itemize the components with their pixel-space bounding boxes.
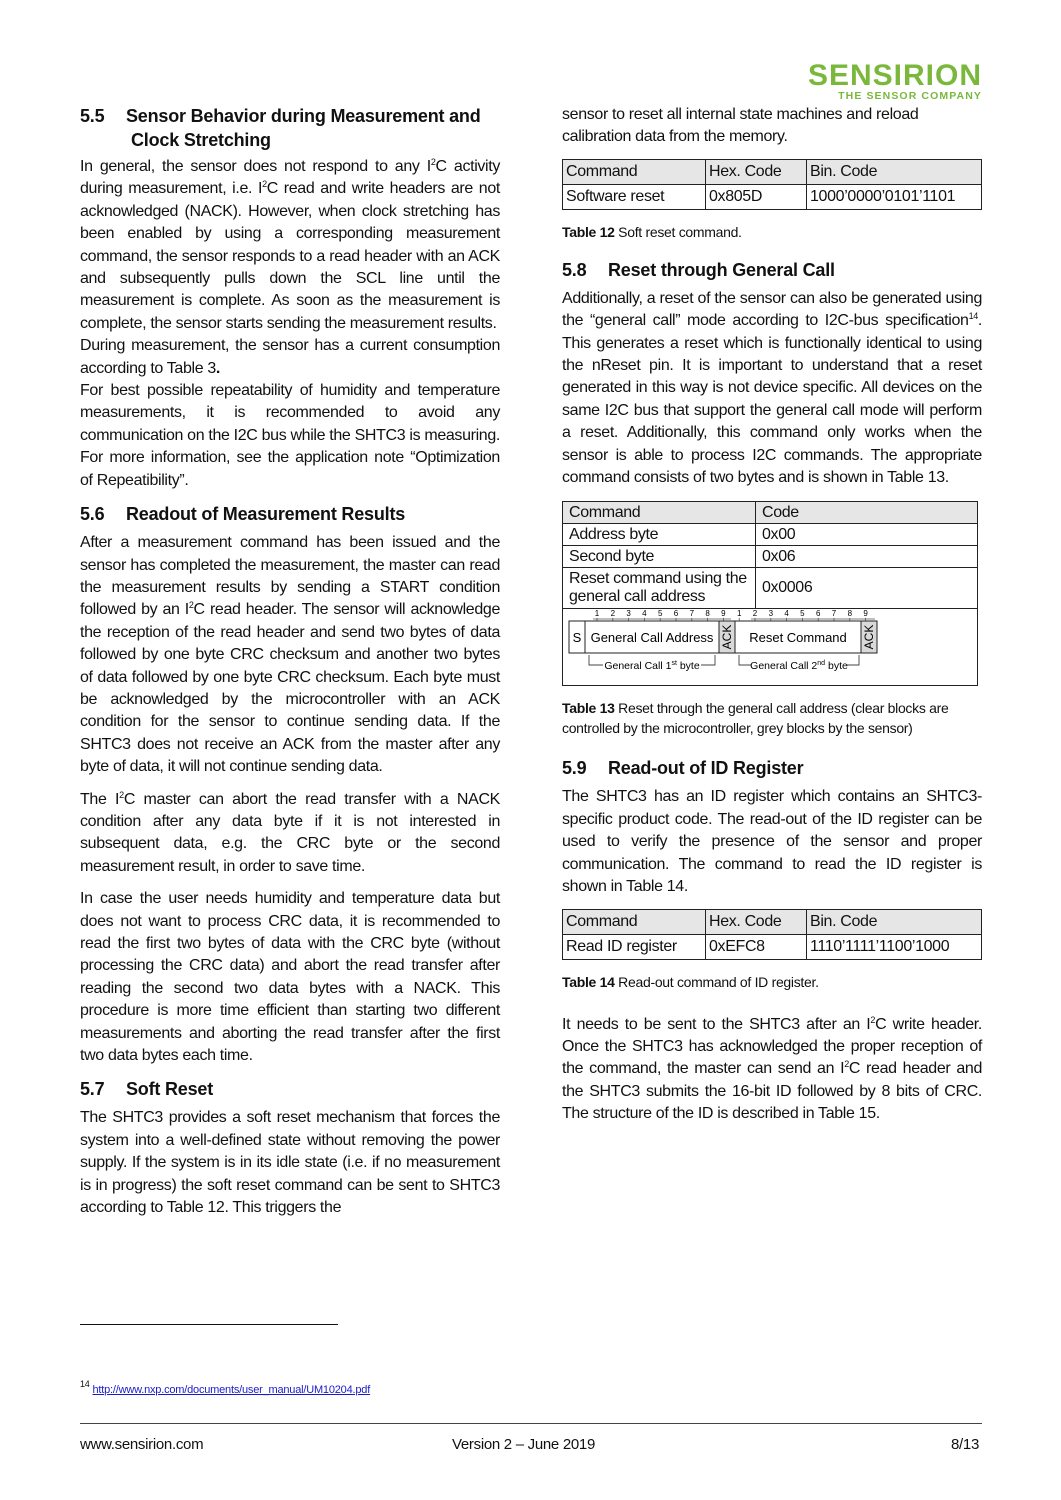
bit-number: 6 xyxy=(815,609,821,619)
left-column xyxy=(80,104,500,1219)
address-label: General Call Address xyxy=(590,630,714,646)
right-column xyxy=(562,104,982,1126)
table-12-caption: Table 12 Soft reset command. xyxy=(562,223,742,240)
section-5-5-heading xyxy=(80,104,500,152)
table-12-soft-reset xyxy=(562,159,982,210)
paragraph: It needs to be sent to the SHTC3 after an $I^2C$ write header. Once the SHTC3 has acknowledged the proper reception of the command, the master can send an $I^2C$ read header and the SHTC3 submits the 16-bit ID followed by 8 bits of CRC. The structure of the ID is described in Table 15. xyxy=(562,1014,983,1123)
bit-number: 5 xyxy=(657,609,663,619)
sensirion-logo xyxy=(776,59,982,102)
bit-number: 2 xyxy=(752,609,758,619)
bit-number: 3 xyxy=(768,609,774,619)
table-row: Reset command using the general call address 0x0006 xyxy=(563,568,977,609)
section-5-9-heading: 5.9 Read-out of ID Register xyxy=(562,758,804,779)
bit-number: 3 xyxy=(626,609,631,619)
paragraph: During measurement, the sensor has a current consumption according to Table 3. xyxy=(80,337,500,377)
sequence-svg xyxy=(563,609,977,685)
bit-number: 1 xyxy=(594,609,600,619)
logo-tagline: THE SENSOR COMPANY xyxy=(838,90,982,102)
footer-version: Version 2 – June 2019 xyxy=(452,1436,595,1453)
table-14-caption: Table 14 Read-out command of ID register. xyxy=(562,973,819,990)
paragraph: For best possible repeatability of humidity and temperature measurements, it is recommended to avoid any communication on the I2C bus while the SHTC3 is measuring. For more information, see the application note “Optimization of Repeatibility”. xyxy=(80,382,500,489)
footnote-number: 14 xyxy=(80,1379,90,1389)
paragraph: After a measurement command has been issued and the sensor has completed the measurement, the master can read the measurement results by sending a START condition followed by an $I^2C$ read header. The sensor will acknowledge the reception of the read header and send two bytes of data followed by one byte CRC checksum and another two bytes of data followed by one byte CRC checksum. Each byte must be acknowledged by the microcontroller with an ACK condition for the sensor to continue sending data. If the SHTC3 does not receive an ACK from the master after any byte of data, it will not continue sending data. xyxy=(80,534,500,776)
paragraph: In general, the sensor does not respond to any $I^2C$ activity during measurement, i.e. $I^2C$ read and write headers are not acknowledged (NACK). However, when clock stretching has been enabled by using a corresponding measurement command, the sensor responds to a read header with an ACK and subsequently pulls down the SCL line until the measurement is complete. As soon as the measurement is complete, the sensor starts sending the measurement results. xyxy=(80,157,500,332)
table-row: Software reset 0x805D 1000’0000’0101’1101 xyxy=(563,184,982,209)
table-13-grid xyxy=(563,502,977,609)
footer-website: www.sensirion.com xyxy=(80,1436,204,1453)
ack-label-2: ACK xyxy=(862,625,876,650)
section-5-7-heading: 5.7 Soft Reset xyxy=(80,1079,214,1100)
footnote-link[interactable]: http://www.nxp.com/documents/user_manual/UM10204.pdf xyxy=(92,1384,371,1396)
table-header-row: Command Hex. Code Bin. Code xyxy=(563,159,982,184)
paragraph: Additionally, a reset of the sensor can also be generated using the “general call” mode according to I2C-bus specification$^{14}$. This generates a reset which is functionally identical to using the nReset pin. It is important to understand that a reset generated in this way is not device specific. All devices on the same I2C bus that support the general call mode will perform a reset. Additionally, this command only works when the sensor is able to process I2C commands. The appropriate command consists of two bytes and is shown in Table 13. xyxy=(562,289,982,487)
paragraph: In case the user needs humidity and temperature data but does not want to process CRC data, it is recommended to read the first two bytes of data with the CRC byte (without processing the CRC data) and abort the read transfer after reading the second two data bytes with a NACK. This procedure is more time efficient than starting two different measurements and aborting the read transfer after the first two data bytes each time. xyxy=(80,890,500,1065)
bit-number: 9 xyxy=(863,609,868,619)
byte-2-label: General Call 2nd byte xyxy=(750,660,848,673)
bit-number: 4 xyxy=(642,609,647,619)
bit-number: 9 xyxy=(721,609,726,619)
bit-number: 6 xyxy=(673,609,679,619)
paragraph: The SHTC3 provides a soft reset mechanism that forces the system into a well-defined state without removing the power supply. If the system is in its idle state (i.e. if no measurement is in progress) the soft reset command can be sent to SHTC3 according to Table 12. This triggers the xyxy=(80,1109,500,1217)
table-14-read-id xyxy=(562,909,982,960)
paragraph: The SHTC3 has an ID register which contains an SHTC3-specific product code. The read-out of the ID register can be used to verify the presence of the sensor and proper communication. The command to read the ID register is shown in Table 14. xyxy=(562,788,982,896)
paragraph: The $I^2C$ master can abort the read transfer with a NACK condition after any data byte if it is not interested in subsequent data, e.g. the CRC byte or the second measurement result, in order to save time. xyxy=(80,789,500,875)
table-13-caption: Table 13 Reset through the general call address (clear blocks are controlled by the microcontroller, grey blocks by the sensor) xyxy=(562,700,949,737)
footnote xyxy=(80,1379,371,1396)
table-13-general-call xyxy=(562,501,978,686)
byte-1-label: General Call 1st byte xyxy=(604,660,700,673)
table-row: Read ID register 0xEFC8 1110’1111’1100’1000 xyxy=(563,934,982,959)
table-row: Second byte 0x06 xyxy=(563,546,977,568)
bit-number: 4 xyxy=(784,609,789,619)
section-title-line1: Sensor Behavior during Measurement and xyxy=(126,106,481,126)
section-5-8-heading: 5.8 Reset through General Call xyxy=(562,259,835,280)
table-header-row: Command Code xyxy=(563,502,977,524)
logo-brand: SENSIRION xyxy=(807,59,982,92)
bit-number: 7 xyxy=(689,609,695,619)
general-call-sequence-diagram xyxy=(563,609,977,685)
table-row: Address byte 0x00 xyxy=(563,524,977,546)
bit-number: 5 xyxy=(800,609,805,619)
bit-ticks xyxy=(595,609,869,622)
reset-command-label: Reset Command xyxy=(749,630,847,646)
bit-number: 1 xyxy=(736,609,742,619)
table-header-row: Command Hex. Code Bin. Code xyxy=(563,909,982,934)
section-number: 5.5 xyxy=(80,106,105,126)
bit-number: 8 xyxy=(847,609,853,619)
bit-number: 2 xyxy=(610,609,616,619)
footer-divider xyxy=(80,1423,982,1424)
start-label: S xyxy=(572,630,582,646)
bit-number: 7 xyxy=(831,609,837,619)
bit-number: 8 xyxy=(705,609,710,619)
footnote-divider xyxy=(80,1324,338,1325)
section-title-line2: Clock Stretching xyxy=(131,130,271,150)
paragraph: sensor to reset all internal state machines and reload calibration data from the memory. xyxy=(562,106,919,146)
section-5-6-heading: 5.6 Readout of Measurement Results xyxy=(80,504,406,525)
ack-label-1: ACK xyxy=(720,625,734,650)
footer-page-number: 8/13 xyxy=(951,1436,979,1453)
